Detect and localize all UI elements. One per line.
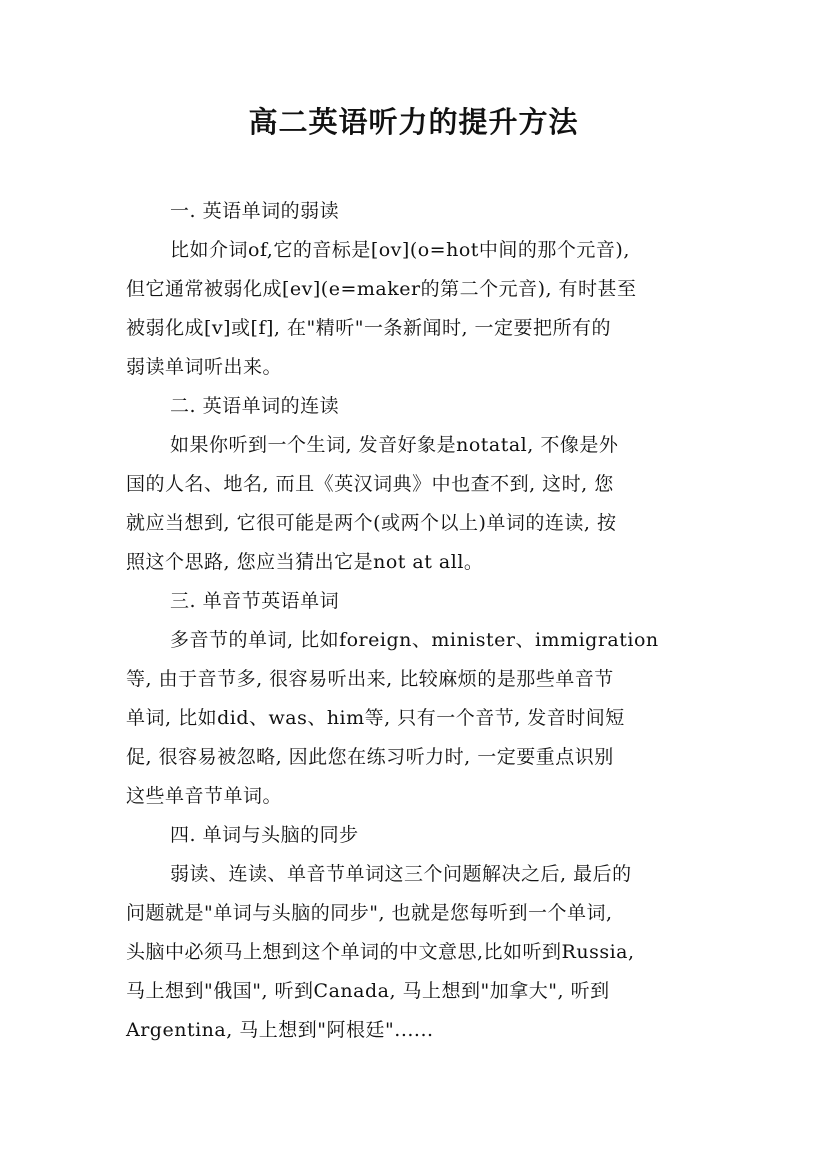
section-heading: 一. 英语单词的弱读 (170, 200, 340, 222)
paragraph-line: 等, 由于音节多, 很容易听出来, 比较麻烦的是那些单音节 (126, 668, 614, 690)
paragraph-line: 如果你听到一个生词, 发音好象是notatal, 不像是外 (170, 434, 619, 456)
paragraph-line: 多音节的单词, 比如foreign、minister、immigration (170, 629, 659, 651)
paragraph-line: 促, 很容易被忽略, 因此您在练习听力时, 一定要重点识别 (126, 746, 614, 768)
section-heading: 四. 单词与头脑的同步 (170, 824, 359, 846)
paragraph-line: 单词, 比如did、was、him等, 只有一个音节, 发音时间短 (126, 707, 625, 729)
section-heading: 三. 单音节英语单词 (170, 590, 340, 612)
paragraph-line: 马上想到"俄国", 听到Canada, 马上想到"加拿大", 听到 (126, 980, 610, 1002)
paragraph-line: 被弱化成[v]或[f], 在"精听"一条新闻时, 一定要把所有的 (126, 317, 612, 339)
section-heading: 二. 英语单词的连读 (170, 395, 340, 417)
paragraph-line: 这些单音节单词。 (126, 785, 283, 807)
paragraph-line: 照这个思路, 您应当猜出它是not at all。 (126, 551, 484, 573)
paragraph-line: 比如介词of,它的音标是[ov](o=hot中间的那个元音), (170, 239, 630, 261)
paragraph-line: 问题就是"单词与头脑的同步", 也就是您每听到一个单词, (126, 902, 613, 924)
paragraph-line: Argentina, 马上想到"阿根廷"...... (126, 1019, 434, 1041)
document-title: 高二英语听力的提升方法 (248, 105, 579, 139)
paragraph-line: 弱读、连读、单音节单词这三个问题解决之后, 最后的 (170, 863, 632, 885)
paragraph-line: 头脑中必须马上想到这个单词的中文意思,比如听到Russia, (126, 941, 635, 963)
paragraph-line: 弱读单词听出来。 (126, 356, 283, 378)
paragraph-line: 就应当想到, 它很可能是两个(或两个以上)单词的连读, 按 (126, 512, 617, 534)
paragraph-line: 但它通常被弱化成[ev](e=maker的第二个元音), 有时甚至 (126, 278, 637, 300)
paragraph-line: 国的人名、地名, 而且《英汉词典》中也查不到, 这时, 您 (126, 473, 614, 495)
